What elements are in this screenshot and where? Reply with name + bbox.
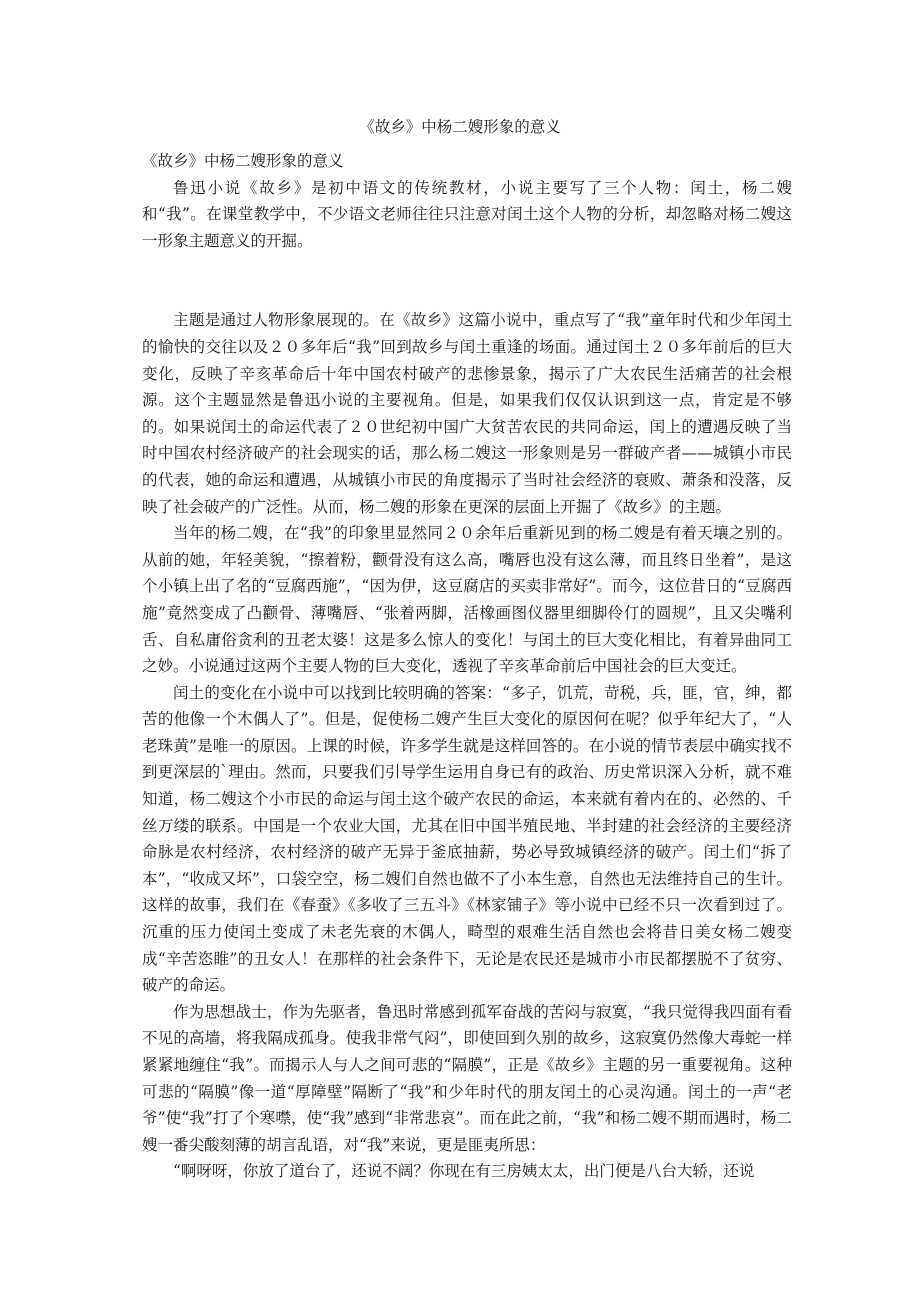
page-title: 《故乡》中杨二嫂形象的意义 <box>359 118 561 136</box>
paragraph-isolation: 作为思想战士，作为先驱者，鲁迅时常感到孤军奋战的苦闷与寂寞，“我只觉得我四面有看不见的高墙，将我隔成孤身。使我非常气闷”，即使回到久别的故乡，这寂寞仍然像大毒蛇一样紧紧地缠住“我”。而揭示人与人之间可悲的“隔膜”，正是《故乡》主题的另一重要视角。这种可悲的“隔膜”像一道“厚障壁”隔断了“我”和少年时代的朋友闰土的心灵沟通。闰土的一声“老爷”使“我”打了个寒噤，使“我”感到“非常悲哀”。而在此之前，“我”和杨二嫂不期而遇时，杨二嫂一番尖酸刻薄的胡言乱语，对“我”来说，更是匪夷所思： <box>142 1002 792 1154</box>
paragraph-quote: “啊呀呀，你放了道台了，还说不阔？你现在有三房姨太太，出门便是八台大轿，还说 <box>173 1162 755 1181</box>
paragraph-gap <box>142 254 792 307</box>
article-body <box>142 148 792 1185</box>
paragraph-yang-change: 当年的杨二嫂，在“我”的印象里显然同２０余年后重新见到的杨二嫂是有着天壤之别的。从前的她，年轻美貌，“擦着粉，颧骨没有这么高，嘴唇也没有这么薄，而且终日坐着”，是这个小镇上出了名的“豆腐西施”，“因为伊，这豆腐店的买卖非常好”。而今，这位昔日的“豆腐西施”竟然变成了凸颧骨、薄嘴唇、“张着两脚，活橡画图仪器里细脚伶仃的圆规”，且又尖嘴利舌、自私庸俗贪利的丑老太婆！这是多么惊人的变化！与闰土的巨大变化相比，有着异曲同工之妙。小说通过这两个主要人物的巨大变化，透视了辛亥革命前后中国社会的巨大变迁。 <box>142 524 792 676</box>
article-subtitle: 《故乡》中杨二嫂形象的意义 <box>142 152 344 170</box>
paragraph-intro: 鲁迅小说《故乡》是初中语文的传统教材，小说主要写了三个人物：闰土，杨二嫂和“我”。在课堂教学中，不少语文老师往往只注意对闰土这个人物的分析，却忽略对杨二嫂这一形象主题意义的开掘。 <box>142 178 792 250</box>
paragraph-theme: 主题是通过人物形象展现的。在《故乡》这篇小说中，重点写了“我”童年时代和少年闰土的愉快的交往以及２０多年后“我”回到故乡与闰土重逢的场面。通过闰土２０多年前后的巨大变化，反映了辛亥革命后十年中国农村破产的悲惨景象，揭示了广大农民生活痛苦的社会根源。这个主题显然是鲁迅小说的主要视角。但是，如果我们仅仅认识到这一点，肯定是不够的。如果说闰土的命运代表了２０世纪初中国广大贫苦农民的共同命运，闰上的遭遇反映了当时中国农村经济破产的社会现实的话，那么杨二嫂这一形象则是另一群破产者——城镇小市民的代表，她的命运和遭遇，从城镇小市民的角度揭示了当时社会经济的衰败、萧条和没落，反映了社会破产的广泛性。从而，杨二嫂的形象在更深的层面上开掘了《故乡》的主题。 <box>142 311 792 516</box>
paragraph-causes: 闰土的变化在小说中可以找到比较明确的答案：“多子，饥荒，苛税，兵，匪，官，绅，都苦的他像一个木偶人了”。但是，促使杨二嫂产生巨大变化的原因何在呢？似乎年纪大了，“人老珠黄”是唯一的原因。上课的时候，许多学生就是这样回答的。在小说的情节表层中确实找不到更深层的`理由。然而，只要我们引导学生运用自身已有的政治、历史常识深入分析，就不难知道，杨二嫂这个小市民的命运与闰土这个破产农民的命运，本来就有着内在的、必然的、千丝万缕的联系。中国是一个农业大国，尤其在旧中国半殖民地、半封建的社会经济的主要经济命脉是农村经济，农村经济的破产无异于釜底抽薪，势必导致城镇经济的破产。闰土们“拆了本”，“收成又坏”，口袋空空，杨二嫂们自然也做不了小本生意，自然也无法维持自己的生计。这样的故事，我们在《春蚕》《多收了三五斗》《林家铺子》等小说中已经不只一次看到过了。沉重的压力使闰土变成了未老先衰的木偶人，畸型的艰难生活自然也会将昔日美女杨二嫂变成“辛苦恣睢”的丑女人！在那样的社会条件下，无论是农民还是城市小市民都摆脱不了贫穷、破产的命运。 <box>142 683 792 995</box>
